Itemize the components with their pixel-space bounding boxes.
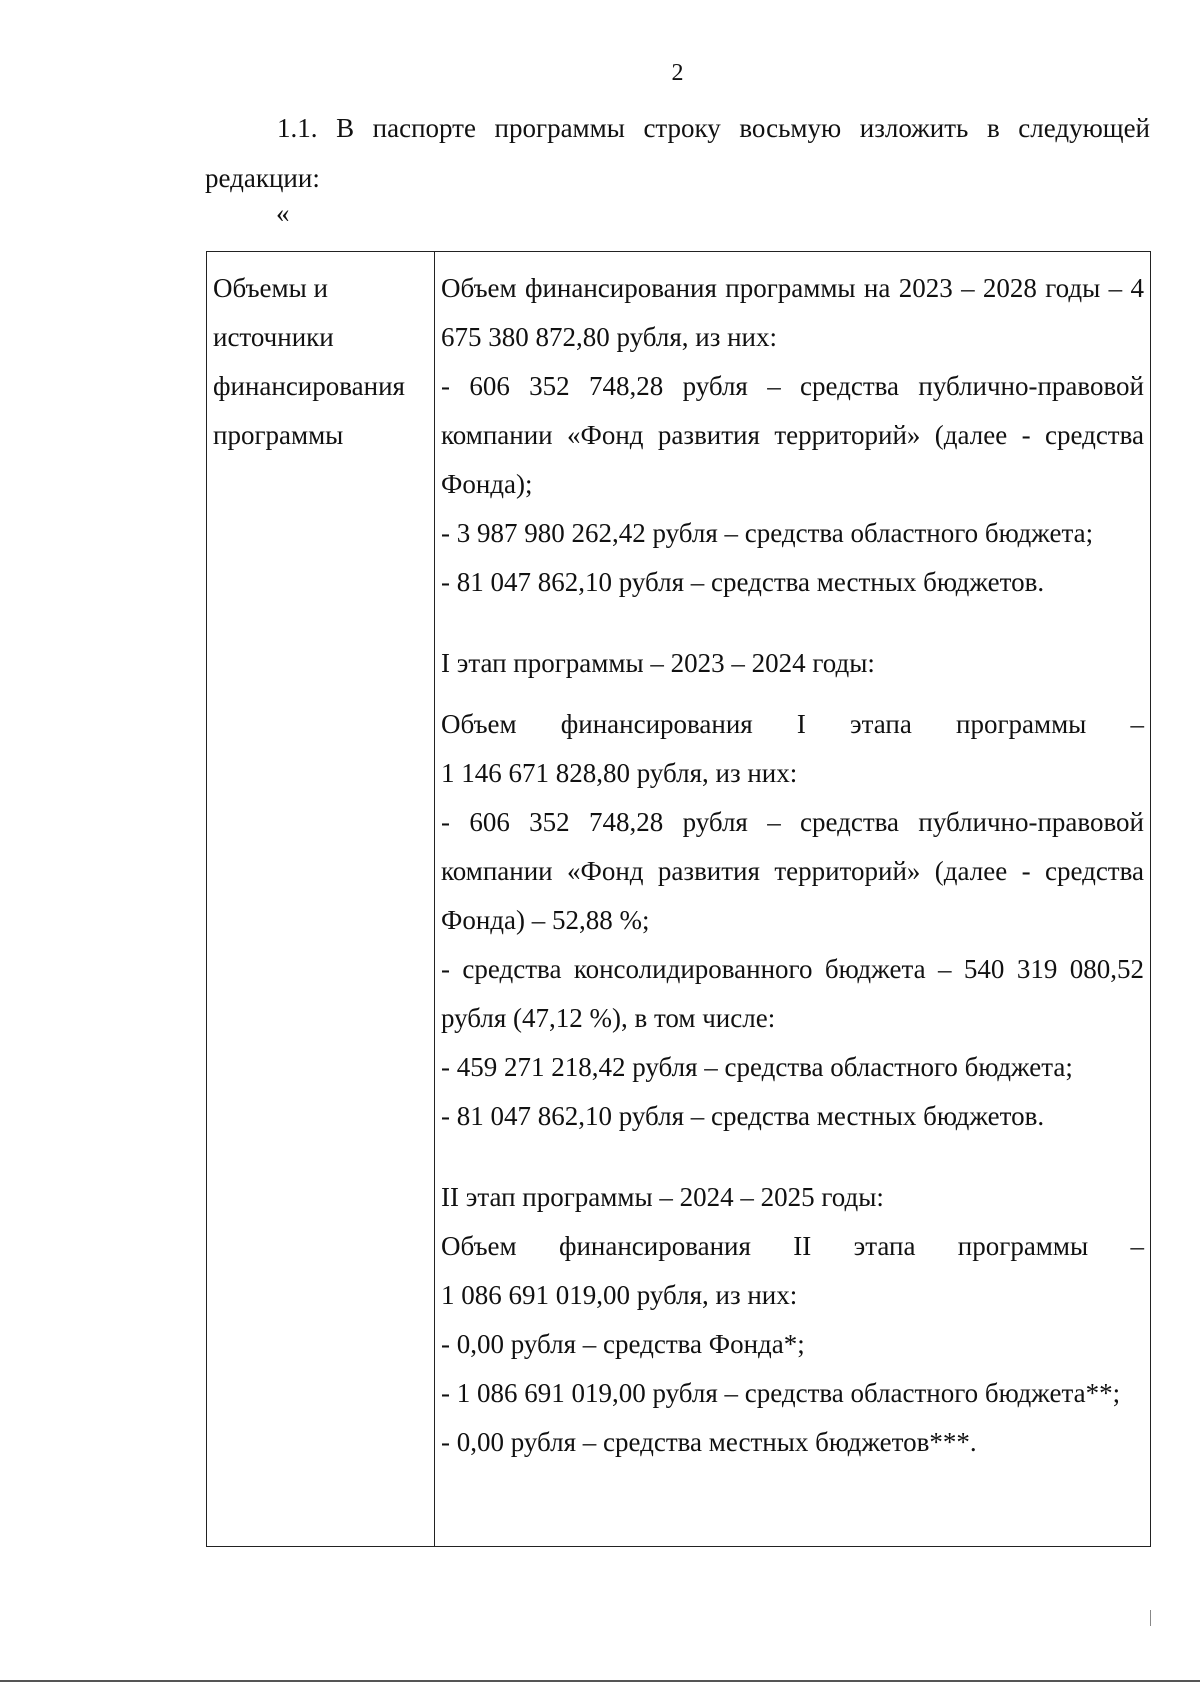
fund-financing-text: - 606 352 748,28 рубля – средства публично-правовой компании «Фонд развития территорий» (далее - средства Фонда);	[441, 371, 1144, 499]
regional-budget-text: - 3 987 980 262,42 рубля – средства областного бюджета;	[441, 518, 1094, 548]
total-financing-text: Объем финансирования программы на 2023 – 2028 годы – 4 675 380 872,80 рубля, из них:	[441, 273, 1144, 352]
stage-two-regional-text: - 1 086 691 019,00 рубля – средства областного бюджета**;	[441, 1378, 1121, 1408]
stage-two-financing-text: Объем финансирования II этапа программы –	[441, 1231, 1144, 1261]
page-number: 2	[671, 60, 684, 86]
intro-paragraph: 1.1. В паспорте программы строку восьмую изложить в следующей редакции:	[205, 113, 1150, 193]
row-label-cell	[207, 252, 435, 1547]
opening-quote-mark: «	[276, 198, 290, 228]
stage-two-local-text: - 0,00 рубля – средства местных бюджетов***.	[441, 1427, 977, 1457]
row-content-cell	[435, 252, 1151, 1547]
stage-one-fund-text: - 606 352 748,28 рубля – средства публично-правовой компании «Фонд развития территорий» (далее - средства Фонда) – 52,88 %;	[441, 807, 1144, 935]
local-budget-text: - 81 047 862,10 рубля – средства местных бюджетов.	[441, 567, 1045, 597]
row-label-line: финансирования	[213, 371, 405, 401]
scan-artifact	[1150, 1610, 1151, 1626]
stage-one-local-text: - 81 047 862,10 рубля – средства местных бюджетов.	[441, 1101, 1045, 1131]
stage-one-consolidated-text: - средства консолидированного бюджета – 540 319 080,52 рубля (47,12 %), в том числе:	[441, 954, 1144, 1033]
stage-two-amount-text: 1 086 691 019,00 рубля, из них:	[441, 1280, 798, 1310]
program-passport-table	[206, 251, 1151, 1547]
stage-one-regional-text: - 459 271 218,42 рубля – средства областного бюджета;	[441, 1052, 1073, 1082]
stage-one-financing-text: Объем финансирования I этапа программы –	[441, 709, 1144, 739]
row-label-line: Объемы и	[213, 273, 328, 303]
stage-two-fund-text: - 0,00 рубля – средства Фонда*;	[441, 1329, 805, 1359]
stage-one-heading: I этап программы – 2023 – 2024 годы:	[441, 648, 875, 678]
row-label-line: источники	[213, 322, 334, 352]
row-label-line: программы	[213, 420, 344, 450]
scan-bottom-edge	[0, 1680, 1200, 1682]
stage-one-amount-text: 1 146 671 828,80 рубля, из них:	[441, 758, 798, 788]
stage-two-heading: II этап программы – 2024 – 2025 годы:	[441, 1182, 884, 1212]
table-row	[207, 252, 1151, 1547]
